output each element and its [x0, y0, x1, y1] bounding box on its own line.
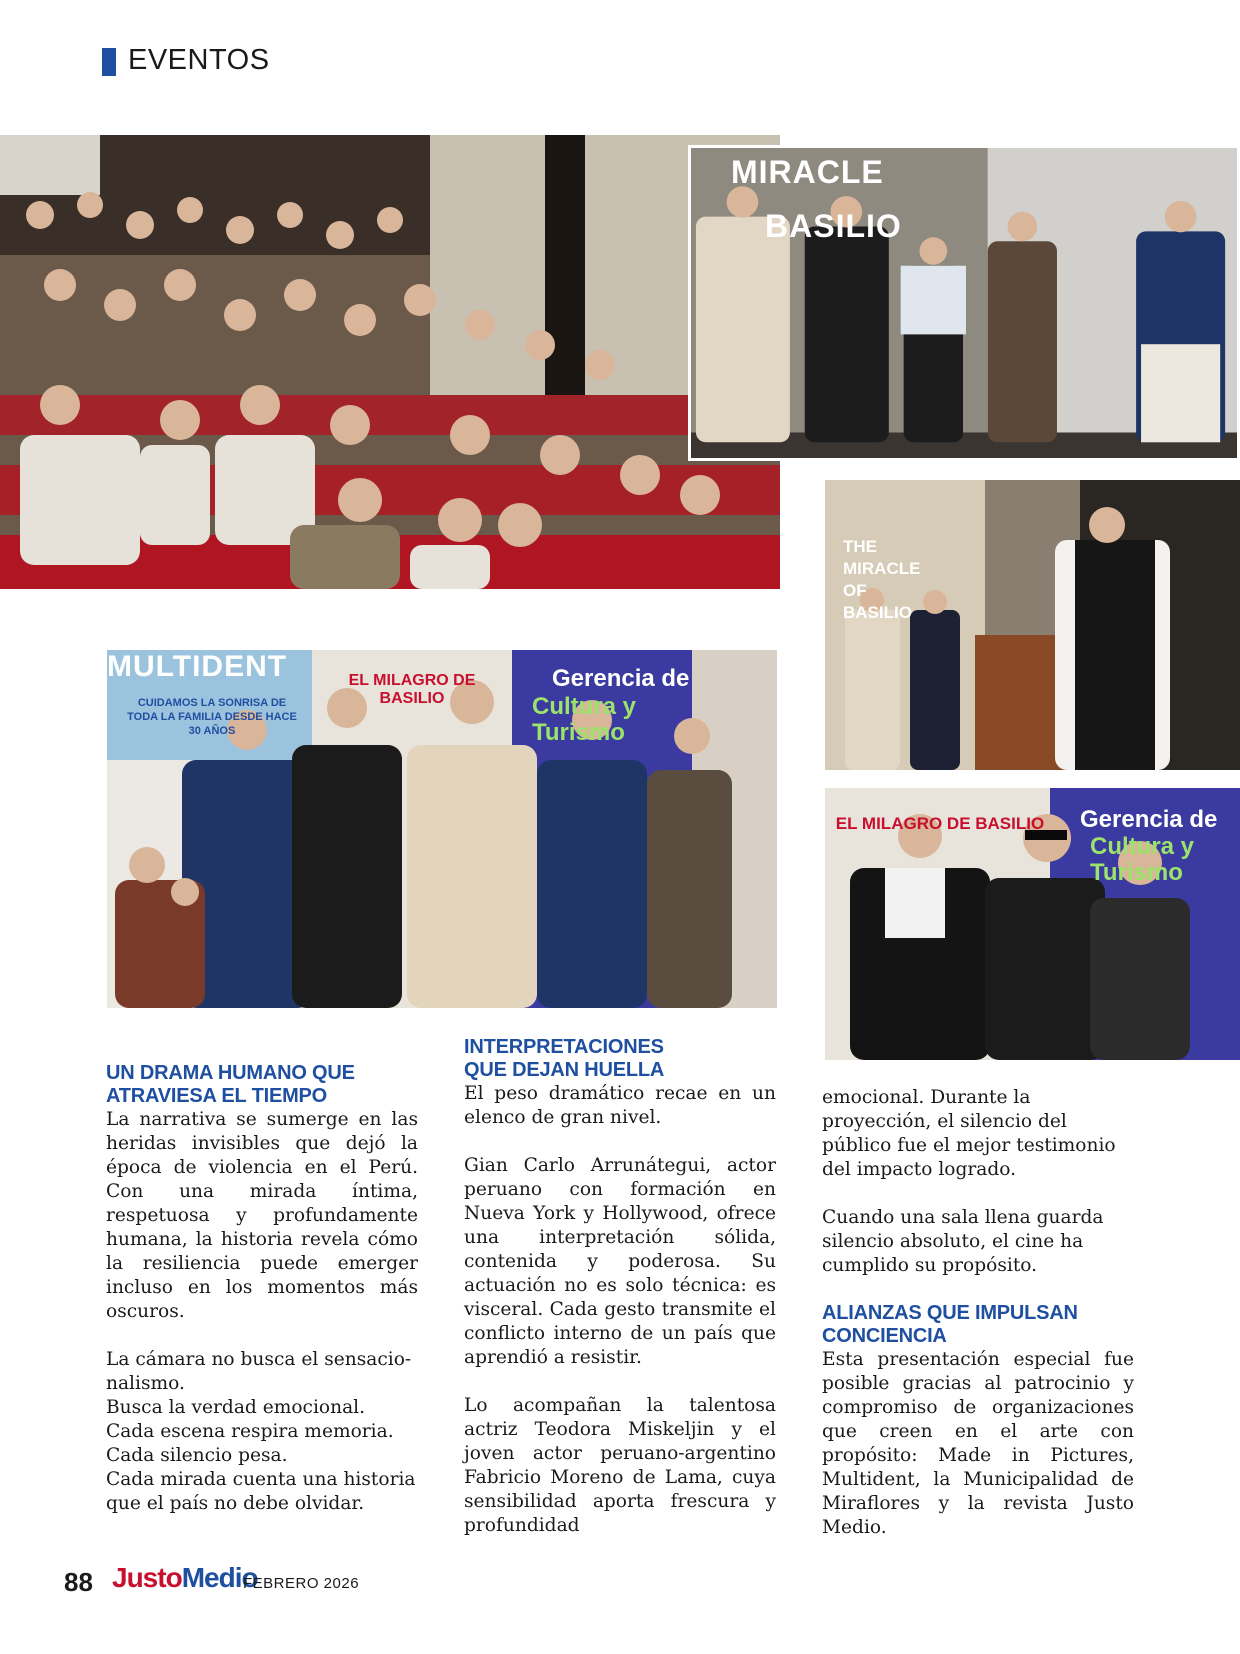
stage-banner-title: MIRACLE — [731, 154, 884, 190]
section-marker — [102, 48, 116, 76]
sponsors-group-photo — [107, 650, 777, 1008]
film-poster-title-2: EL MILAGRO DE BASILIO — [835, 814, 1045, 833]
multident-tagline: CUIDAMOS LA SONRISA DE TODA LA FAMILIA DESDE HACE 30 AÑOS — [127, 697, 297, 737]
heading-alianzas-line1: ALIANZAS QUE IMPULSAN — [822, 1302, 1078, 1324]
paragraph-narrativa: La narrativa se sumerge en las heridas invisibles que dejó la época de violencia en el Perú. Con una mirada íntima, respetuosa y profundamente humana, la historia revela cómo la resiliencia puede emerger incluso en los momentos más oscuros. — [106, 1109, 418, 1322]
paragraph-patrocinio: Esta presentación especial fue posible gracias al patrocinio y compromiso de organizaciones que creen en el arte con propósito: Made in Pictures, Multident, la Municipalidad de Miraflores y la revista Justo Medio. — [822, 1349, 1134, 1538]
issue-date: FEBRERO 2026 — [243, 1575, 360, 1592]
line-mirada: Cada mirada cuenta una historia — [106, 1469, 416, 1490]
film-poster-title: EL MILAGRO DE BASILIO — [348, 672, 476, 707]
page-number: 88 — [64, 1567, 93, 1597]
paragraph-arrunategui: Gian Carlo Arrunátegui, actor peruano con formación en Nueva York y Hollywood, ofrece una interpretación sólida, contenida y poderosa. Su actuación no es solo técnica: es visceral. Cada gesto transmite el conflicto interno de un país que aprendió a resistir. — [464, 1155, 776, 1368]
article-column-3 — [822, 1086, 1134, 1540]
line-sensacionalismo: nalismo. — [106, 1373, 185, 1394]
audience-photo — [0, 135, 780, 589]
culture-banner-line1: Gerencia de — [552, 665, 690, 692]
paragraph-emocional: emocional. Durante la proyección, el silencio del público fue el mejor testimonio del impacto logrado. — [822, 1087, 1116, 1180]
paragraph-acompanan: Lo acompañan la talentosa actriz Teodora Miskeljin y el joven actor peruano-argentino Fabricio Moreno de Lama, cuya sensibilidad aporta frescura y profundidad — [464, 1395, 776, 1536]
multident-banner: MULTIDENT — [107, 650, 288, 683]
line-silencio: Cada silencio pesa. — [106, 1445, 288, 1466]
heading-drama-line2: ATRAVIESA EL TIEMPO — [106, 1085, 328, 1107]
magazine-logo: JustoMedio — [112, 1562, 258, 1593]
article-column-1 — [106, 1062, 418, 1516]
heading-drama-line1: UN DRAMA HUMANO QUE — [106, 1062, 355, 1084]
paragraph-sala-llena: Cuando una sala llena guarda silencio absoluto, el cine ha cumplido su propósito. — [822, 1207, 1104, 1276]
line-verdad: Busca la verdad emocional. — [106, 1397, 366, 1418]
heading-alianzas-line2: CONCIENCIA — [822, 1325, 947, 1347]
cast-banner-photo — [825, 788, 1240, 1060]
heading-interpretaciones-line1: INTERPRETACIONES — [464, 1036, 664, 1058]
stage-banner-subtitle: BASILIO — [765, 208, 902, 244]
paragraph-peso: El peso dramático recae en un elenco de gran nivel. — [464, 1083, 776, 1128]
stage-cast-photo — [688, 145, 1240, 461]
line-escena: Cada escena respira memoria. — [106, 1421, 394, 1442]
culture-banner-line1-2: Gerencia de — [1080, 806, 1218, 833]
section-title: EVENTOS — [128, 44, 270, 76]
culture-banner-line2-2: Cultura y Turismo — [1090, 833, 1195, 886]
culture-banner-line2: Cultura y Turismo — [532, 693, 637, 746]
podium-photo — [825, 480, 1240, 770]
podium-banner: THE MIRACLE OF BASILIO — [843, 537, 921, 622]
line-pais: que el país no debe olvidar. — [106, 1493, 365, 1514]
article-column-2 — [464, 1036, 776, 1538]
line-camara: La cámara no busca el sensacio- — [106, 1349, 412, 1370]
heading-interpretaciones-line2: QUE DEJAN HUELLA — [464, 1059, 665, 1081]
